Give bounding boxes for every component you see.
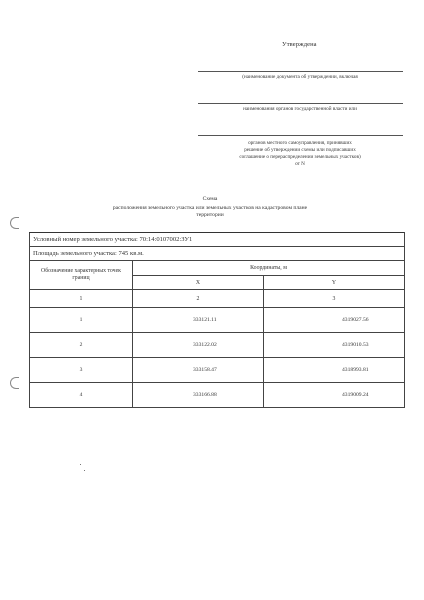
binder-mark-bottom (10, 377, 19, 389)
area-cell: Площадь земельного участка: 745 кв.м. (30, 247, 405, 261)
coordinates-column-header: Координаты, м (133, 261, 405, 276)
point-column-header: Обозначение характерных точек границ (30, 261, 133, 290)
scheme-subtitle-line-1: расположения земельного участка или земельных участков на кадастровом плане (112, 205, 308, 211)
approval-caption-6: от N (295, 161, 305, 167)
scheme-subtitle-line-2: территории (196, 212, 224, 218)
conditional-number-cell: Условный номер земельного участка: 70:14:0107002:ЗУ1 (30, 233, 405, 247)
x-coordinate: 333121.11 (133, 308, 264, 333)
table-row (30, 308, 405, 333)
x-column-header: X (133, 276, 264, 290)
binder-mark-top (10, 217, 19, 229)
y-coordinate: 4318993.81 (264, 358, 405, 383)
y-coordinate: 4319027.56 (264, 308, 405, 333)
approval-caption-1: (наименование документа об утверждении, включая (242, 74, 358, 80)
column-number-row (30, 290, 405, 308)
coordinates-table (29, 232, 405, 408)
table-header-row (30, 261, 405, 276)
approval-signature-line-1 (198, 71, 403, 72)
column-number-3: 3 (264, 290, 405, 308)
y-coordinate: 4319010.53 (264, 333, 405, 358)
area-row (30, 247, 405, 261)
scan-speck (80, 464, 81, 465)
point-number: 1 (30, 308, 133, 333)
approval-signature-line-3 (198, 135, 403, 136)
y-column-header: Y (264, 276, 405, 290)
column-number-2: 2 (133, 290, 264, 308)
approval-caption-2: наименования органов государственной власти или (243, 106, 357, 112)
table-row (30, 383, 405, 408)
x-coordinate: 333158.47 (133, 358, 264, 383)
scan-speck (84, 470, 85, 471)
point-number: 2 (30, 333, 133, 358)
x-coordinate: 333122.02 (133, 333, 264, 358)
point-number: 3 (30, 358, 133, 383)
column-number-1: 1 (30, 290, 133, 308)
x-coordinate: 333166.88 (133, 383, 264, 408)
table-row (30, 333, 405, 358)
scheme-title: Схема (202, 196, 218, 202)
y-coordinate: 4319009.24 (264, 383, 405, 408)
approval-signature-line-2 (198, 103, 403, 104)
approval-caption-5: соглашение о перераспределении земельных участков) (239, 154, 361, 160)
approval-caption-3: органов местного самоуправления, принявших (248, 140, 352, 146)
point-number: 4 (30, 383, 133, 408)
approved-heading: Утверждена (282, 41, 317, 48)
approval-caption-4: решение об утверждении схемы или подписавших (244, 147, 356, 153)
table-row (30, 358, 405, 383)
conditional-number-row (30, 233, 405, 247)
